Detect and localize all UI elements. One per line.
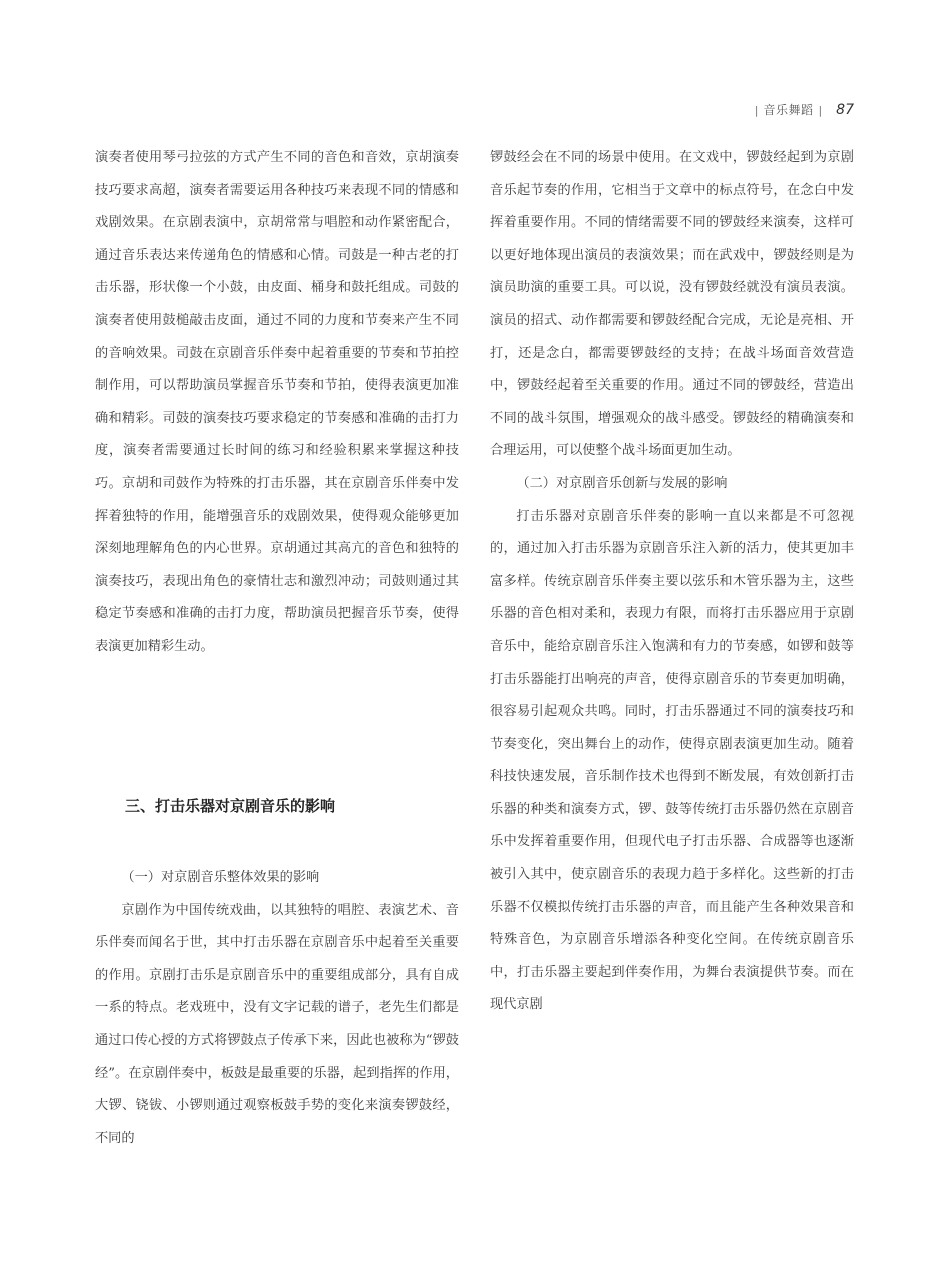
right-paragraph-1: 锣鼓经会在不同的场景中使用。在文戏中，锣鼓经起到为京剧音乐起节奏的作用，它相当于文章中的标点符号，在念白中发挥着重要作用。不同的情绪需要不同的锣鼓经来演奏，这样可以更好地体现出演员的表演效果；而在武戏中，锣鼓经则是为演员助演的重要工具。可以说，没有锣鼓经就没有演员表演。演员的招式、动作都需要和锣鼓经配合完成，无论是亮相、开打，还是念白，都需要锣鼓经的支持；在战斗场面音效营造中，锣鼓经起着至关重要的作用。通过不同的锣鼓经，营造出不同的战斗氛围，增强观众的战斗感受。锣鼓经的精确演奏和合理运用，可以使整个战斗场面更加生动。 <box>490 150 854 459</box>
left-column-lower <box>95 862 459 1155</box>
subsection-title-2: （二）对京剧音乐创新与发展的影响 <box>516 475 728 491</box>
left-paragraph-1: 演奏者使用琴弓拉弦的方式产生不同的音色和音效，京胡演奏技巧要求高超，演奏者需要运用各种技巧来表现不同的情感和戏剧效果。在京剧表演中，京胡常常与唱腔和动作紧密配合，通过音乐表达来传递角色的情感和心情。司鼓是一种古老的打击乐器，形状像一个小鼓，由皮面、桶身和鼓托组成。司鼓的演奏者使用鼓槌敲击皮面，通过不同的力度和节奏来产生不同的音响效果。司鼓在京剧音乐伴奏中起着重要的节奏和节拍控制作用，可以帮助演员掌握音乐节奏和节拍，使得表演更加准确和精彩。司鼓的演奏技巧要求稳定的节奏感和准确的击打力度，演奏者需要通过长时间的练习和经验积累来掌握这种技巧。京胡和司鼓作为特殊的打击乐器，其在京剧音乐伴奏中发挥着独特的作用，能增强音乐的戏剧效果，使得观众能够更加深刻地理解角色的内心世界。京胡通过其高亢的音色和独特的演奏技巧，表现出角色的豪情壮志和激烈冲动；司鼓则通过其稳定节奏感和准确的击打力度，帮助演员把握音乐节奏，使得表演更加精彩生动。 <box>95 150 459 654</box>
running-header <box>750 101 854 118</box>
header-divider-right: | <box>818 104 823 117</box>
section-title: 三、打击乐器对京剧音乐的影响 <box>125 797 336 815</box>
page-number: 87 <box>836 102 854 118</box>
right-paragraph-2: 打击乐器对京剧音乐伴奏的影响一直以来都是不可忽视的，通过加入打击乐器为京剧音乐注入新的活力，使其更加丰富多样。传统京剧音乐伴奏主要以弦乐和木管乐器为主，这些乐器的音色相对柔和，表现力有限，而将打击乐器应用于京剧音乐中，能给京剧音乐注入饱满和有力的节奏感，如锣和鼓等打击乐器能打出响亮的声音，使得京剧音乐的节奏更加明确，很容易引起观众共鸣。同时，打击乐器通过不同的演奏技巧和节奏变化，突出舞台上的动作，使得京剧表演更加生动。随着科技快速发展，音乐制作技术也得到不断发展，有效创新打击乐器的种类和演奏方式，锣、鼓等传统打击乐器仍然在京剧音乐中发挥着重要作用，但现代电子打击乐器、合成器等也逐渐被引入其中，使京剧音乐的表现力趋于多样化。这些新的打击乐器不仅模拟传统打击乐器的声音，而且能产生各种效果音和特殊音色，为京剧音乐增添各种变化空间。在传统京剧音乐中，打击乐器主要起到伴奏作用，为舞台表演提供节奏。而在现代京剧 <box>490 508 854 1013</box>
header-divider-left: | <box>754 104 759 117</box>
left-paragraph-2: 京剧作为中国传统戏曲，以其独特的唱腔、表演艺术、音乐伴奏而闻名于世，其中打击乐器在京剧音乐中起着至关重要的作用。京剧打击乐是京剧音乐中的重要组成部分，具有自成一系的特点。老戏班中，没有文字记载的谱子，老先生们都是通过口传心授的方式将锣鼓点子传承下来，因此也被称为“锣鼓经”。在京剧伴奏中，板鼓是最重要的乐器，起到指挥的作用，大锣、铙钹、小锣则通过观察板鼓手势的变化来演奏锣鼓经，不同的 <box>95 902 459 1146</box>
right-column <box>490 142 854 1022</box>
left-column <box>95 142 459 664</box>
journal-name: 音乐舞蹈 <box>763 103 814 117</box>
subsection-title-1: （一）对京剧音乐整体效果的影响 <box>121 870 320 885</box>
